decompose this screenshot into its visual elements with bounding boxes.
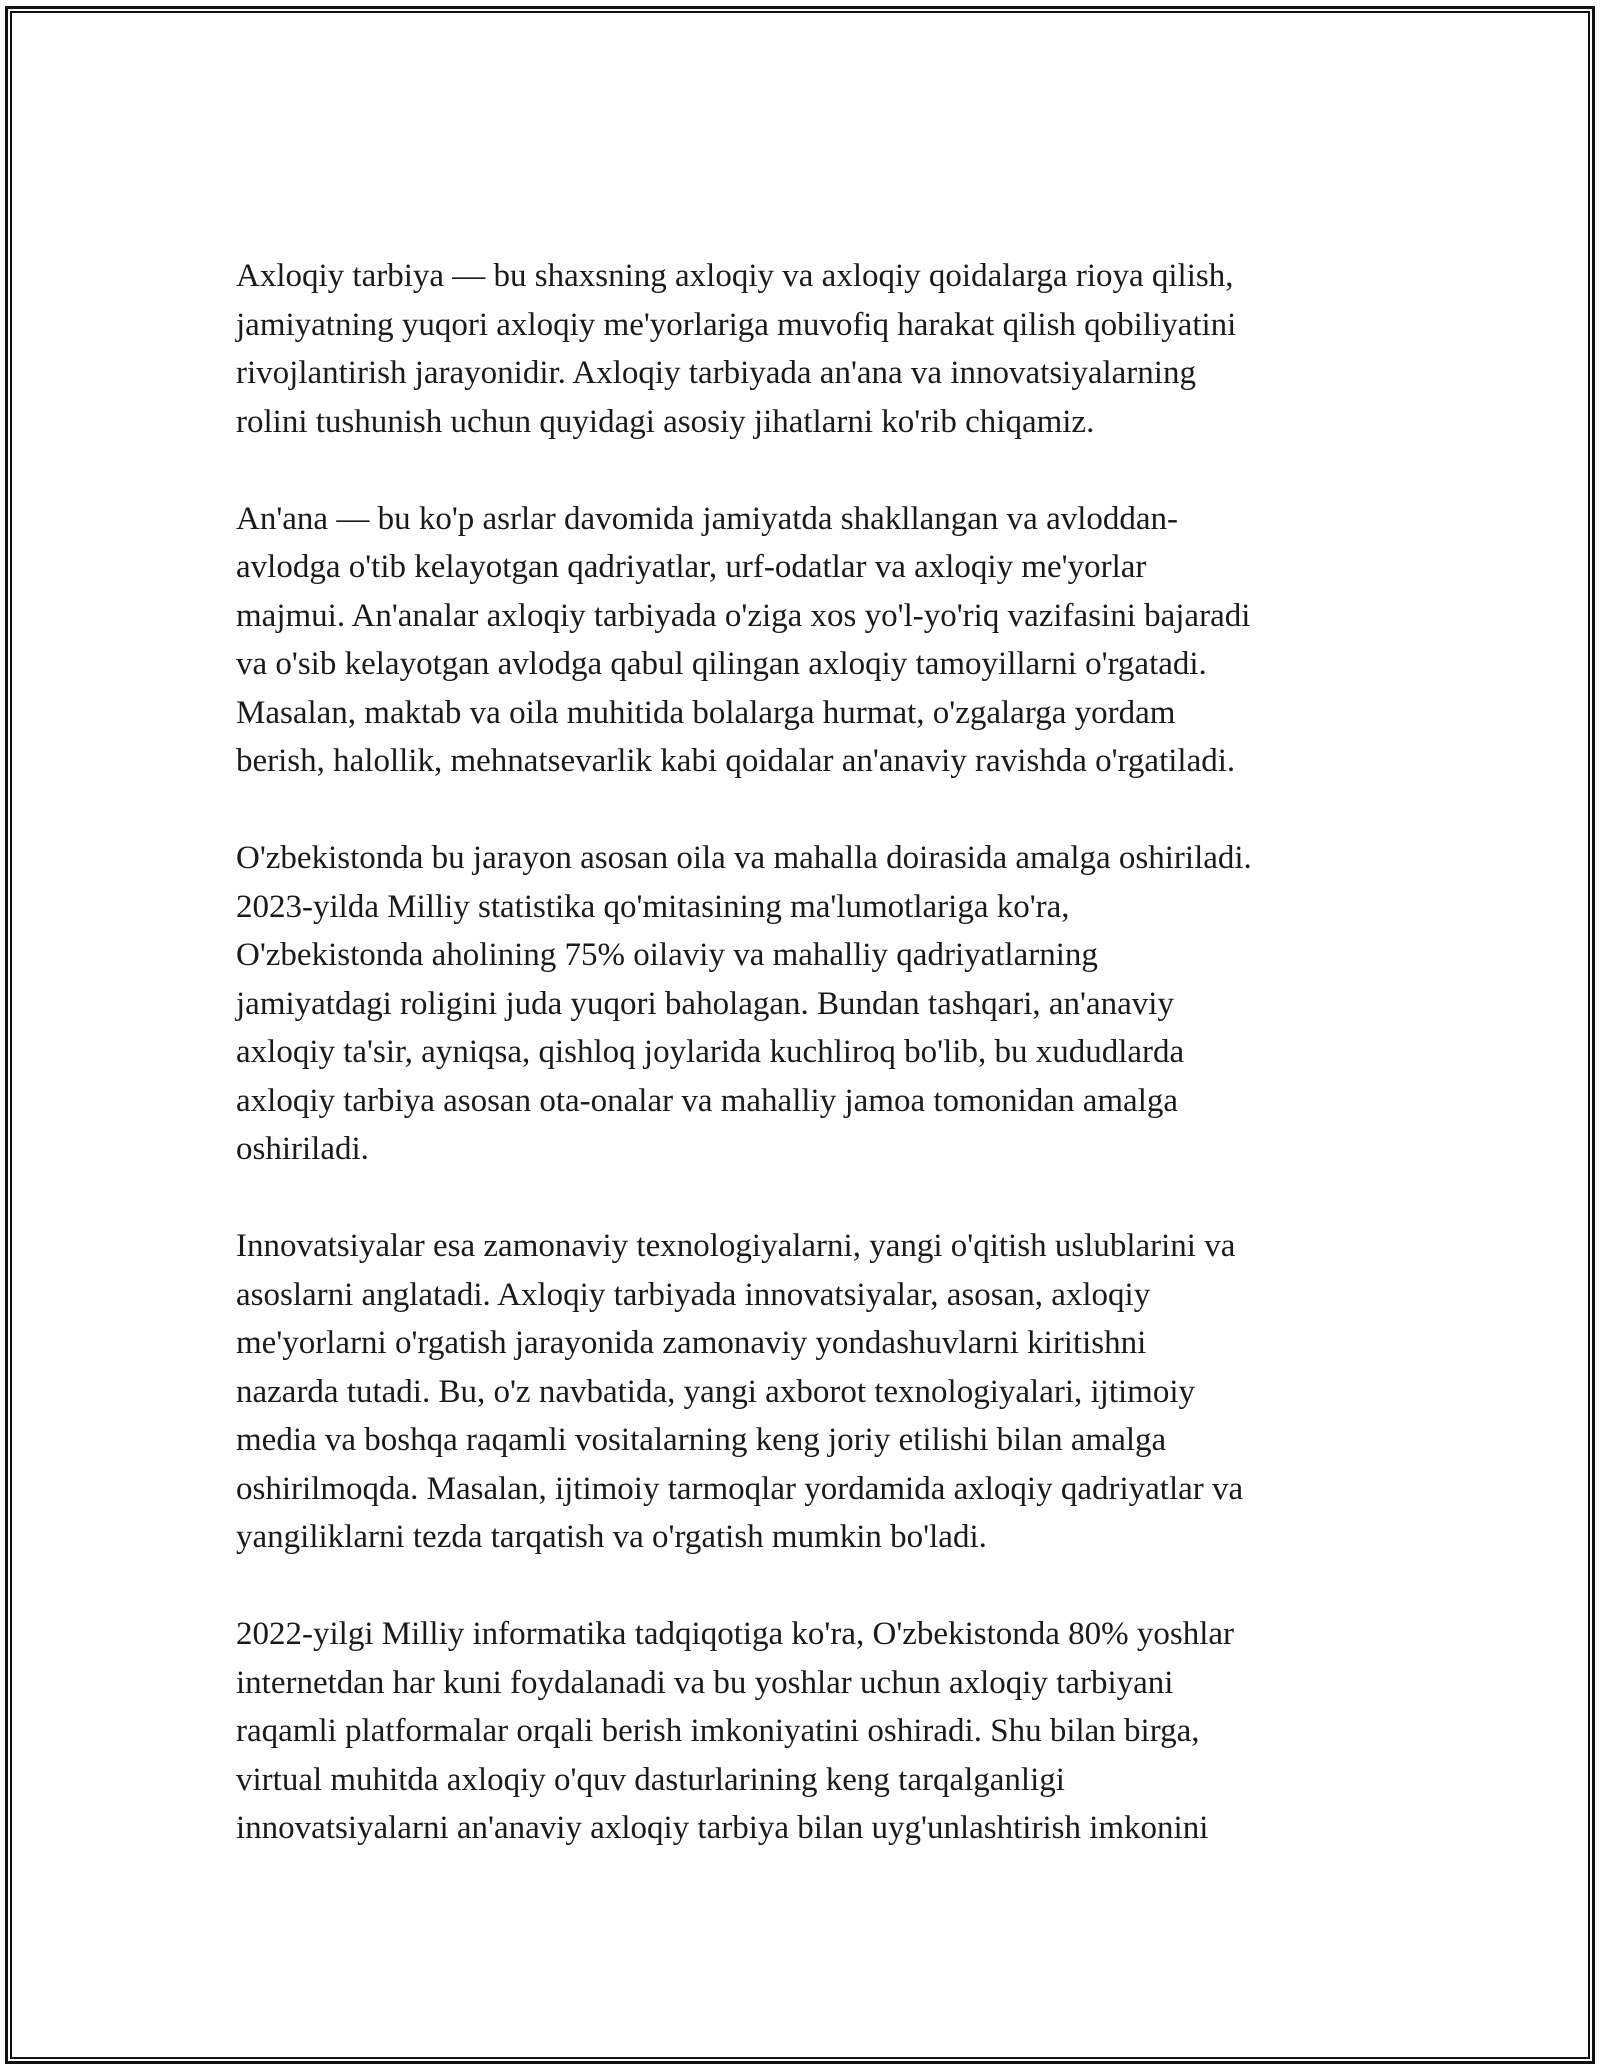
- paragraph-innovations: [236, 1222, 1386, 1562]
- paragraph-intro: [236, 252, 1386, 446]
- text-line: avlodga o'tib kelayotgan qadriyatlar, urf-odatlar va axloqiy me'yorlar: [236, 549, 1147, 585]
- text-line: axloqiy ta'sir, ayniqsa, qishloq joylarida kuchliroq bo'lib, bu xududlarda: [236, 1034, 1185, 1070]
- paragraph-tradition: [236, 495, 1386, 786]
- text-line: innovatsiyalarni an'anaviy axloqiy tarbiya bilan uyg'unlashtirish imkonini: [236, 1810, 1209, 1846]
- text-line: O'zbekistonda aholining 75% oilaviy va mahalliy qadriyatlarning: [236, 937, 1098, 973]
- text-line: Innovatsiyalar esa zamonaviy texnologiyalarni, yangi o'qitish uslublarini va: [236, 1228, 1236, 1264]
- text-line: berish, halollik, mehnatsevarlik kabi qoidalar an'anaviy ravishda o'rgatiladi.: [236, 743, 1236, 779]
- paragraph-uzbekistan-statistics: [236, 834, 1386, 1174]
- text-line: internetdan har kuni foydalanadi va bu yoshlar uchun axloqiy tarbiyani: [236, 1664, 1174, 1701]
- text-line: oshiriladi.: [236, 1131, 369, 1167]
- text-line: 2022-yilgi Milliy informatika tadqiqotiga ko'ra, O'zbekistonda 80% yoshlar: [236, 1616, 1235, 1652]
- text-line: yangiliklarni tezda tarqatish va o'rgatish mumkin bo'ladi.: [236, 1519, 987, 1555]
- text-line: va o'sib kelayotgan avlodga qabul qilingan axloqiy tamoyillarni o'rgatadi.: [236, 646, 1207, 682]
- text-line: Masalan, maktab va oila muhitida bolalarga hurmat, o'zgalarga yordam: [236, 694, 1176, 731]
- text-line: media va boshqa raqamli vositalarning keng joriy etilishi bilan amalga: [236, 1422, 1167, 1458]
- text-line: axloqiy tarbiya asosan ota-onalar va mahalliy jamoa tomonidan amalga: [236, 1082, 1179, 1119]
- text-line: virtual muhitda axloqiy o'quv dasturlarining keng tarqalganligi: [236, 1761, 1065, 1798]
- document-body: [236, 252, 1386, 1901]
- text-line: majmui. An'analar axloqiy tarbiyada o'ziga xos yo'l-yo'riq vazifasini bajaradi: [236, 597, 1251, 634]
- text-line: jamiyatdagi roligini juda yuqori baholagan. Bundan tashqari, an'anaviy: [236, 985, 1174, 1022]
- text-line: 2023-yilda Milliy statistika qo'mitasining ma'lumotlariga ko'ra,: [236, 888, 1070, 925]
- text-line: raqamli platformalar orqali berish imkoniyatini oshiradi. Shu bilan birga,: [236, 1713, 1200, 1749]
- text-line: O'zbekistonda bu jarayon asosan oila va mahalla doirasida amalga oshiriladi.: [236, 840, 1252, 876]
- text-line: oshirilmoqda. Masalan, ijtimoiy tarmoqlar yordamida axloqiy qadriyatlar va: [236, 1470, 1244, 1507]
- text-line: jamiyatning yuqori axloqiy me'yorlariga muvofiq harakat qilish qobiliyatini: [236, 306, 1237, 343]
- text-line: me'yorlarni o'rgatish jarayonida zamonaviy yondashuvlarni kiritishni: [236, 1325, 1147, 1361]
- text-line: Axloqiy tarbiya — bu shaxsning axloqiy va axloqiy qoidalarga rioya qilish,: [236, 258, 1234, 294]
- text-line: asoslarni anglatadi. Axloqiy tarbiyada innovatsiyalar, asosan, axloqiy: [236, 1276, 1151, 1313]
- text-line: rivojlantirish jarayonidir. Axloqiy tarbiyada an'ana va innovatsiyalarning: [236, 355, 1196, 391]
- paragraph-informatics-research: [236, 1610, 1386, 1853]
- text-line: rolini tushunish uchun quyidagi asosiy jihatlarni ko'rib chiqamiz.: [236, 403, 1095, 440]
- text-line: An'ana — bu ko'p asrlar davomida jamiyatda shakllangan va avloddan-: [236, 500, 1179, 537]
- text-line: nazarda tutadi. Bu, o'z navbatida, yangi axborot texnologiyalari, ijtimoiy: [236, 1373, 1196, 1410]
